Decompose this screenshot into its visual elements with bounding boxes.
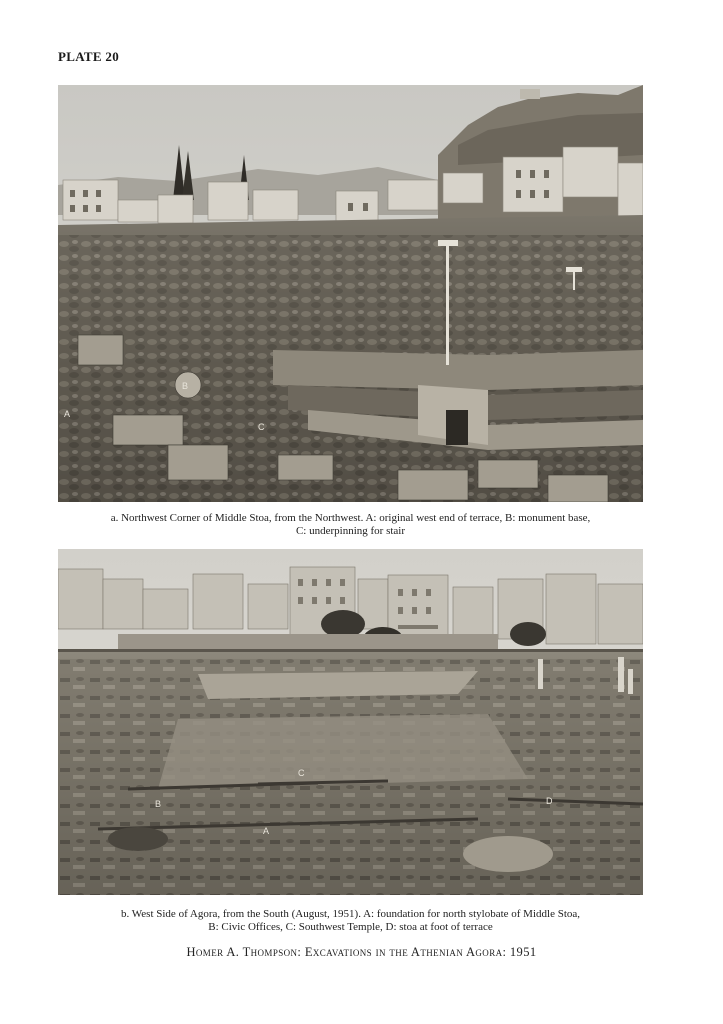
running-footer: Homer A. Thompson: Excavations in the Athenian Agora: 1951 — [186, 945, 537, 959]
caption-b-line-2: B: Civic Offices, C: Southwest Temple, D: stoa at foot of terrace — [208, 921, 493, 933]
marker-b: B — [182, 381, 189, 391]
caption-a-line-2: C: underpinning for stair — [295, 525, 406, 537]
caption-a — [58, 512, 643, 538]
caption-a-line-1: a. Northwest Corner of Middle Stoa, from the Northwest. A: original west end of terrace, B: monument base, — [110, 512, 591, 524]
marker-c: C — [258, 422, 265, 432]
caption-b — [58, 908, 643, 934]
photo-northwest-corner-middle-stoa — [58, 85, 643, 502]
marker-c: C — [298, 768, 305, 778]
plate-number: PLATE 20 — [58, 49, 120, 64]
photo-west-side-of-agora — [58, 549, 643, 895]
marker-b: B — [155, 799, 162, 809]
caption-b-line-1: b. West Side of Agora, from the South (August, 1951). A: foundation for north stylobate of Middle Stoa, — [120, 908, 581, 920]
marker-d: D — [546, 796, 553, 806]
marker-a: A — [263, 826, 270, 836]
photo-b-image — [58, 549, 643, 895]
photo-a-image — [58, 85, 643, 502]
marker-a: A — [64, 409, 71, 419]
